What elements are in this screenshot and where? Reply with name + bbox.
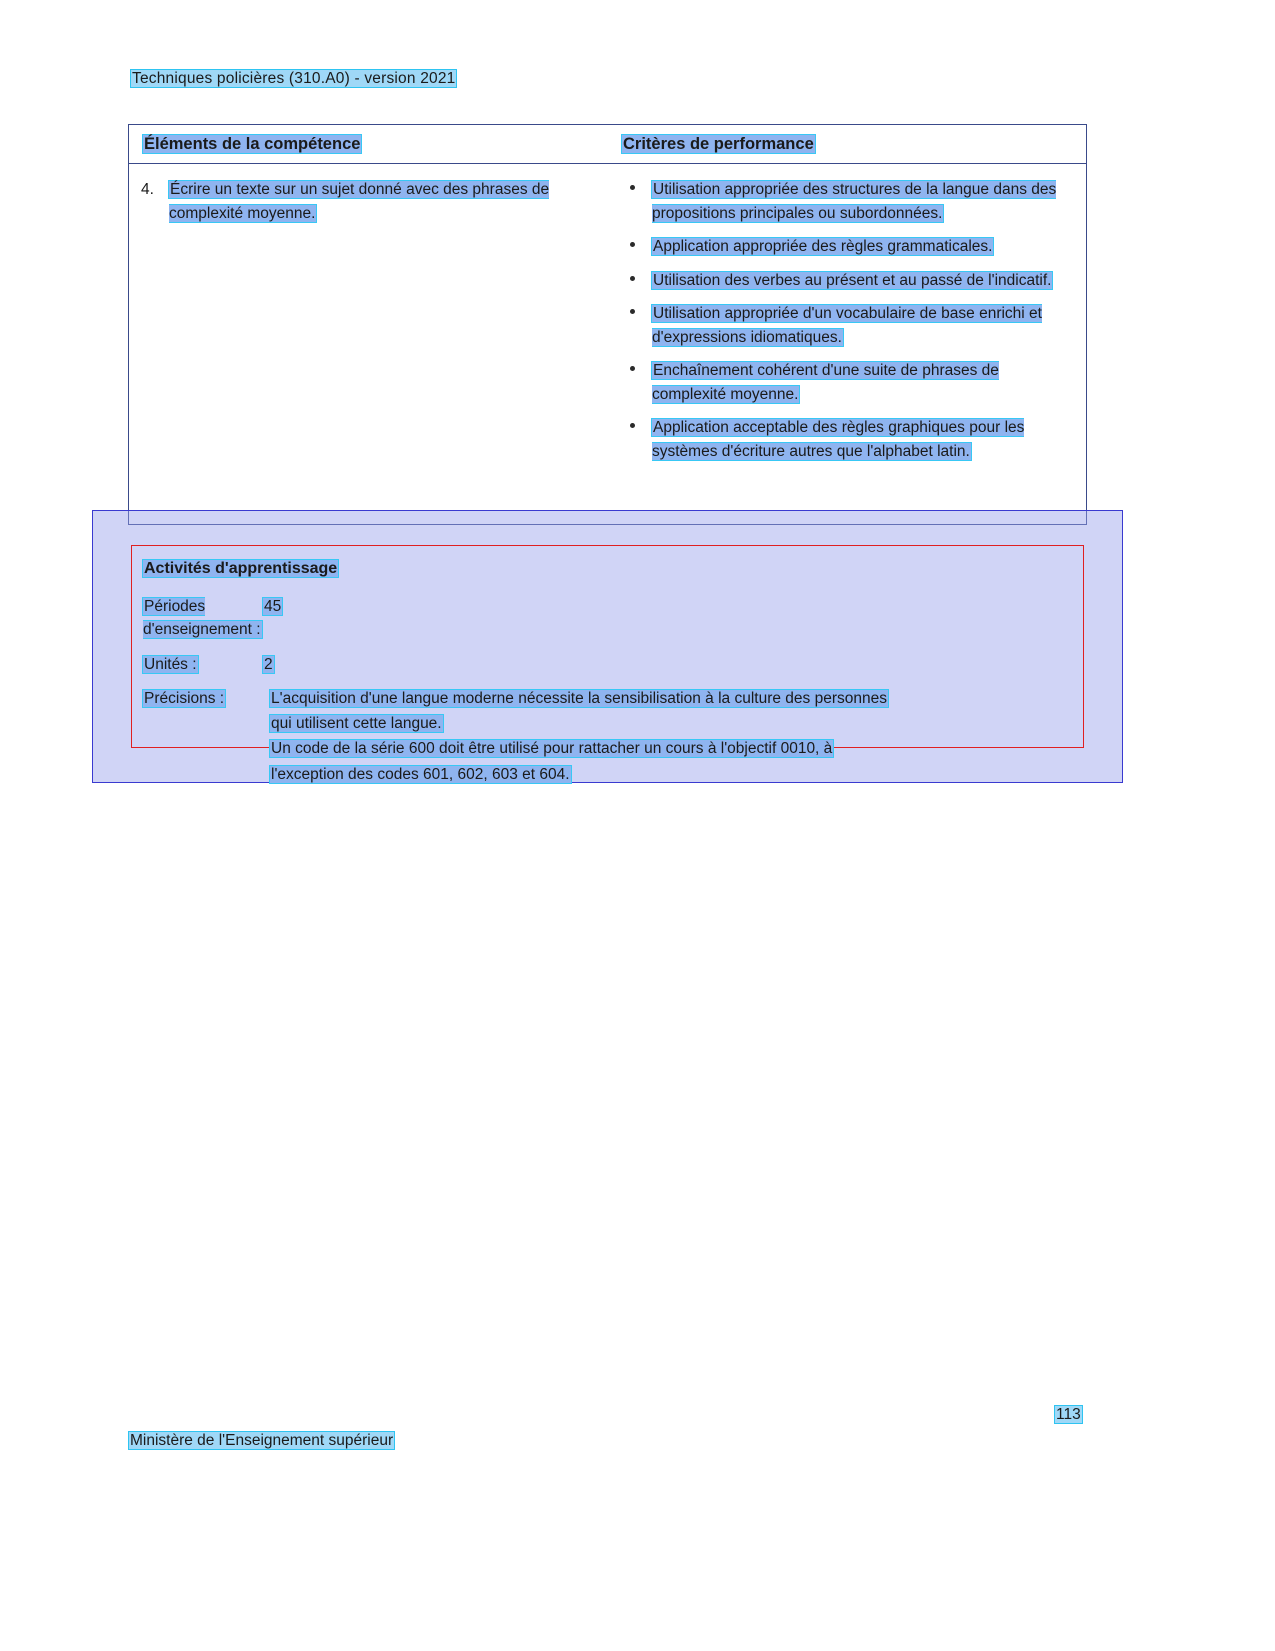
competency-table <box>128 124 1087 525</box>
periods-value: 45 <box>264 598 282 615</box>
precisions-row <box>143 687 1069 788</box>
periods-label: Périodes d'enseignement : <box>143 598 261 639</box>
precisions-line-text: L'acquisition d'une langue moderne nécessite la sensibilisation à la culture des personnes <box>271 689 887 707</box>
bullet-icon <box>630 423 635 428</box>
footer-page-number-text: 113 <box>1056 1406 1081 1423</box>
bullet-icon <box>630 309 635 314</box>
activities-title <box>143 557 1069 581</box>
bullet-icon <box>630 366 635 371</box>
precisions-label: Précisions : <box>144 689 225 707</box>
element-number: 4. <box>141 181 154 198</box>
periods-row <box>143 595 1069 642</box>
precisions-line-text: l'exception des codes 601, 602, 603 et 604. <box>271 765 570 783</box>
list-item <box>619 178 1076 225</box>
element-cell <box>129 164 611 524</box>
document-header <box>131 70 456 88</box>
column-header-elements-label: Éléments de la compétence <box>144 135 361 153</box>
criterion-text: Utilisation appropriée d'un vocabulaire de base enrichi et d'expressions idiomatiques. <box>652 305 1042 346</box>
precisions-line <box>270 763 1069 786</box>
activities-box <box>131 545 1084 783</box>
periods-value-wrap <box>263 595 1069 618</box>
list-item <box>619 302 1076 349</box>
periods-label-wrap <box>143 595 263 642</box>
precisions-label-wrap <box>143 687 270 710</box>
footer-page-number <box>1055 1406 1082 1424</box>
column-header-elements <box>129 135 611 154</box>
bullet-icon <box>630 242 635 247</box>
units-row <box>143 653 1069 676</box>
units-value: 2 <box>264 655 273 673</box>
list-item <box>619 359 1076 406</box>
document-header-text: Techniques policières (310.A0) - version 2021 <box>132 70 456 87</box>
criteria-list <box>619 178 1076 463</box>
column-header-criteria <box>611 135 1086 154</box>
element-entry <box>141 178 599 225</box>
criterion-text: Application appropriée des règles grammaticales. <box>653 238 993 256</box>
element-text: Écrire un texte sur un sujet donné avec des phrases de complexité moyenne. <box>169 181 550 222</box>
criterion-text: Utilisation appropriée des structures de la langue dans des propositions principales ou subordonnées. <box>652 181 1057 222</box>
list-item <box>619 416 1076 463</box>
footer-ministry-text: Ministère de l'Enseignement supérieur <box>130 1432 394 1449</box>
precisions-line-text: Un code de la série 600 doit être utilisé pour rattacher un cours à l'objectif 0010, à <box>271 740 833 758</box>
precisions-text-block <box>270 687 1069 788</box>
table-body-row <box>129 164 1086 524</box>
criterion-text: Application acceptable des règles graphiques pour les systèmes d'écriture autres que l'alphabet latin. <box>652 419 1025 460</box>
precisions-line <box>270 737 1069 760</box>
units-label-wrap <box>143 653 263 676</box>
activities-title-text: Activités d'apprentissage <box>144 560 338 577</box>
units-label: Unités : <box>144 655 197 673</box>
precisions-line <box>270 712 1069 735</box>
bullet-icon <box>630 185 635 190</box>
footer-ministry <box>129 1432 394 1450</box>
bullet-icon <box>630 276 635 281</box>
criterion-text: Enchaînement cohérent d'une suite de phrases de complexité moyenne. <box>652 362 999 403</box>
units-value-wrap <box>263 653 1069 676</box>
criterion-text: Utilisation des verbes au présent et au passé de l'indicatif. <box>653 271 1052 289</box>
table-header-row <box>129 125 1086 164</box>
criteria-cell <box>611 164 1086 524</box>
precisions-line-text: qui utilisent cette langue. <box>271 715 442 732</box>
list-item <box>619 269 1076 293</box>
list-item <box>619 235 1076 259</box>
element-text-wrap <box>169 178 599 225</box>
precisions-line <box>270 687 1069 710</box>
column-header-criteria-label: Critères de performance <box>623 135 814 153</box>
